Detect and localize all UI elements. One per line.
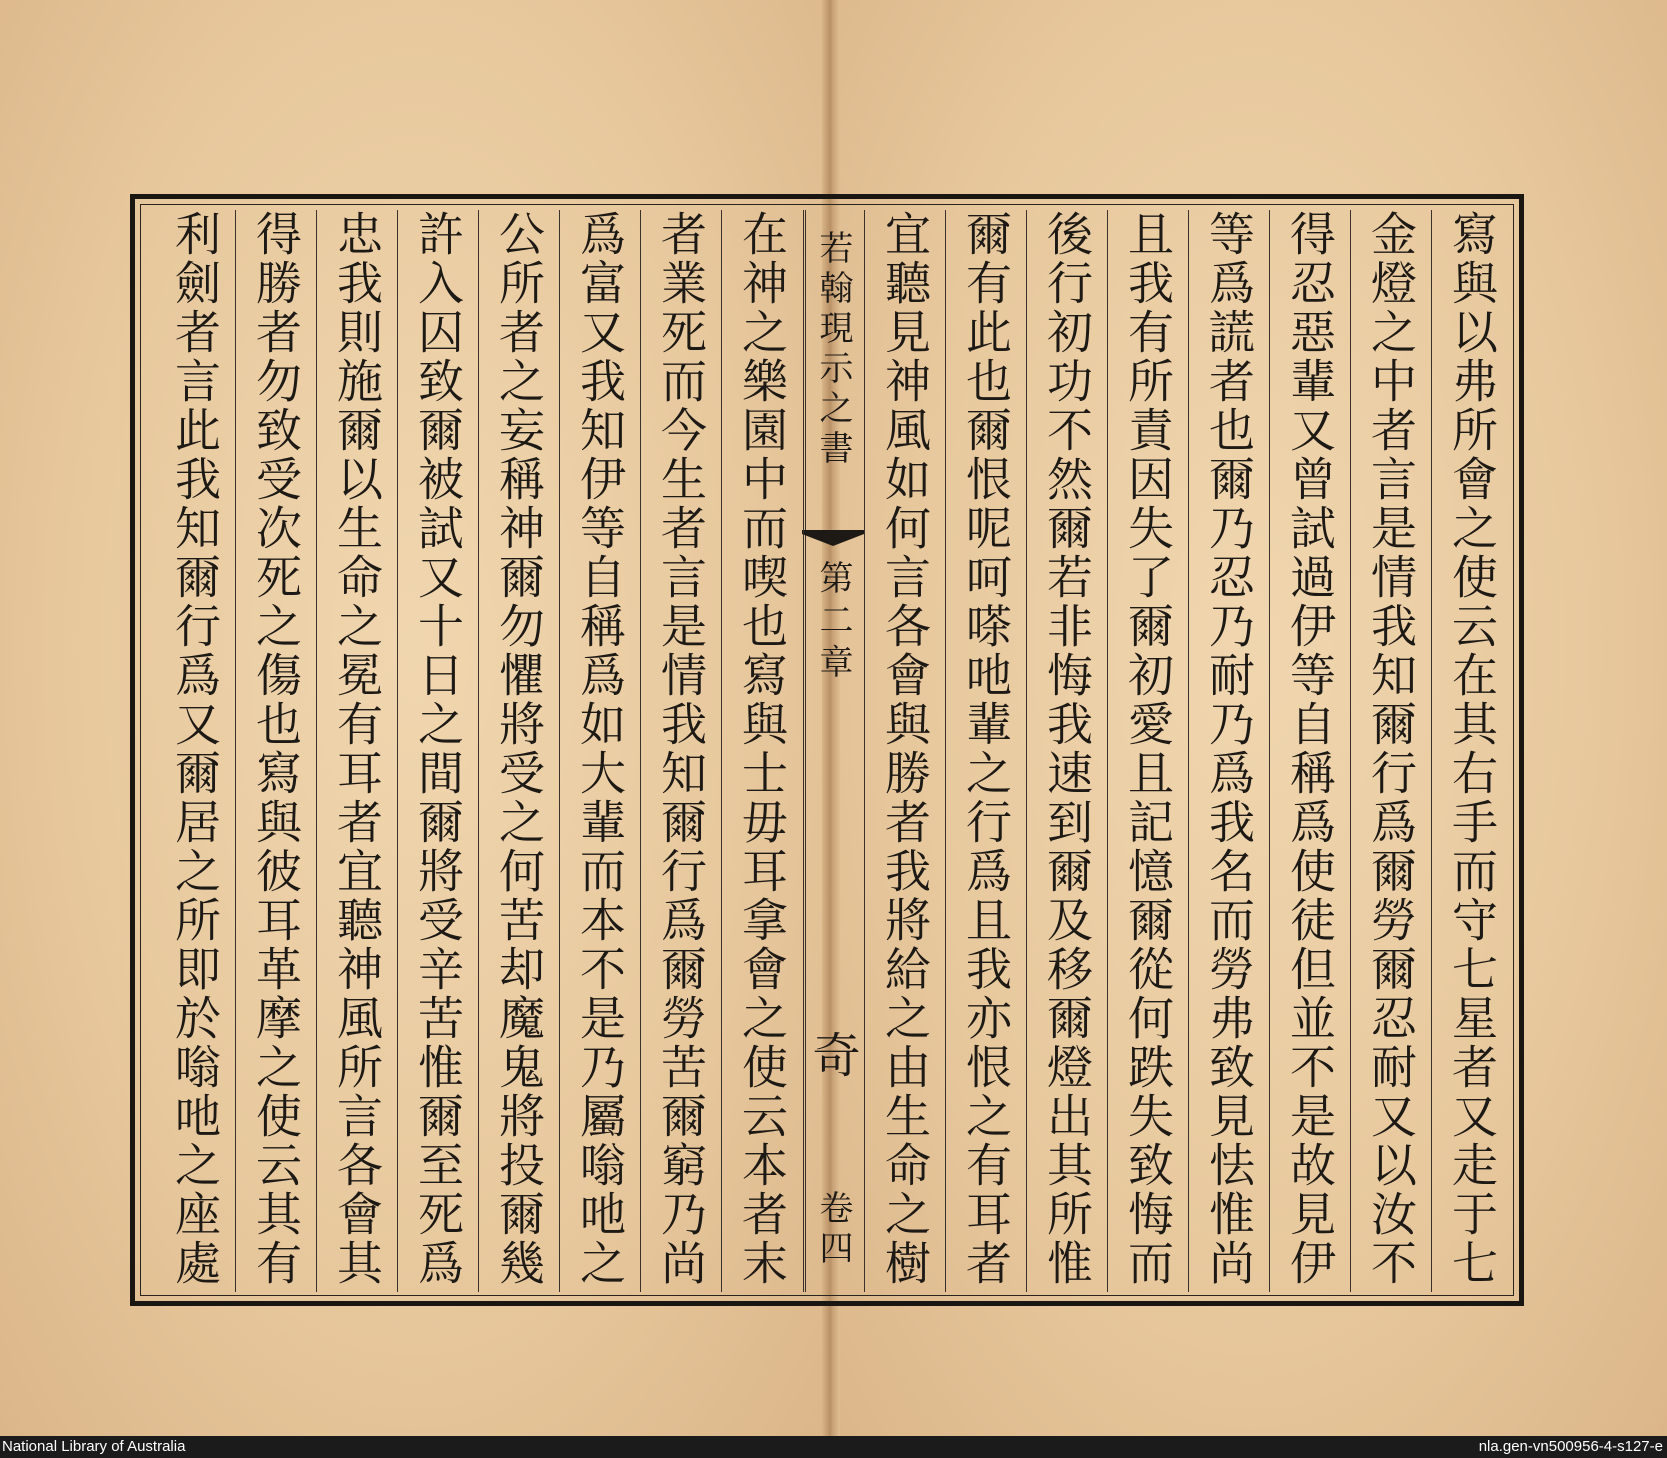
text-column-l4: 公所者之妄稱神爾勿懼將受之何苦却魔鬼將投爾幾 [492, 210, 546, 1288]
text-column-r7: 爾有此也爾恨呢呵嗏吔輩之行爲且我亦恨之有耳者 [959, 210, 1013, 1288]
book-title: 若翰現示之書 [813, 230, 853, 470]
column-rule [1269, 210, 1270, 1292]
text-column-r2: 金燈之中者言是情我知爾行爲爾勞爾忍耐又以汝不 [1364, 210, 1418, 1288]
column-rule [478, 210, 479, 1292]
footer-bar [0, 1436, 1667, 1458]
text-column-r6: 後行初功不然爾若非悔我速到爾及移爾燈出其所惟 [1040, 210, 1094, 1288]
column-rule [397, 210, 398, 1292]
column-rule [1350, 210, 1351, 1292]
column-rule [1188, 210, 1189, 1292]
column-rule [316, 210, 317, 1292]
column-rule [1026, 210, 1027, 1292]
text-column-l2: 者業死而今生者言是情我知爾行爲爾勞苦爾窮乃尚 [654, 210, 708, 1288]
column-rule [803, 210, 804, 1292]
text-column-r4: 等爲謊者也爾乃忍乃耐乃爲我名而勞弗致見怯惟尚 [1202, 210, 1256, 1288]
column-rule [1107, 210, 1108, 1292]
text-column-l1: 在神之樂園中而喫也寫與士毋耳拿會之使云本者末 [735, 210, 789, 1288]
column-rule [864, 210, 865, 1292]
text-column-l6: 忠我則施爾以生命之冕有耳者宜聽神風所言各會其 [330, 210, 384, 1288]
text-column-l8: 利劍者言此我知爾行爲又爾居之所即於嗡吔之座處 [168, 210, 222, 1288]
column-rule [721, 210, 722, 1292]
footer-library-name: National Library of Australia [2, 1438, 186, 1455]
volume-label: 卷四 [813, 1190, 853, 1270]
text-column-l5: 許入囚致爾被試又十日之間爾將受辛苦惟爾至死爲 [411, 210, 465, 1288]
text-column-r1: 寫與以弗所會之使云在其右手而守七星者又走于七 [1445, 210, 1499, 1288]
fishtail-ornament [800, 528, 866, 552]
column-rule [235, 210, 236, 1292]
page-number: 奇 [804, 1030, 860, 1078]
text-column-l7: 得勝者勿致受次死之傷也寫與彼耳革摩之使云其有 [249, 210, 303, 1288]
text-column-r3: 得忍惡輩又曾試過伊等自稱爲使徒但並不是故見伊 [1283, 210, 1337, 1288]
column-rule [945, 210, 946, 1292]
chapter-label: 第二章 [813, 560, 853, 686]
text-column-r5: 且我有所責因失了爾初愛且記憶爾從何跌失致悔而 [1121, 210, 1175, 1288]
center-strip-rule-left [805, 210, 806, 1292]
column-rule [640, 210, 641, 1292]
column-rule [1431, 210, 1432, 1292]
text-column-l3: 爲富又我知伊等自稱爲如大輩而本不是乃屬嗡吔之 [573, 210, 627, 1288]
column-rule [559, 210, 560, 1292]
text-column-r8: 宜聽見神風如何言各會與勝者我將給之由生命之樹 [878, 210, 932, 1288]
footer-item-id: nla.gen-vn500956-4-s127-e [1478, 1438, 1663, 1455]
